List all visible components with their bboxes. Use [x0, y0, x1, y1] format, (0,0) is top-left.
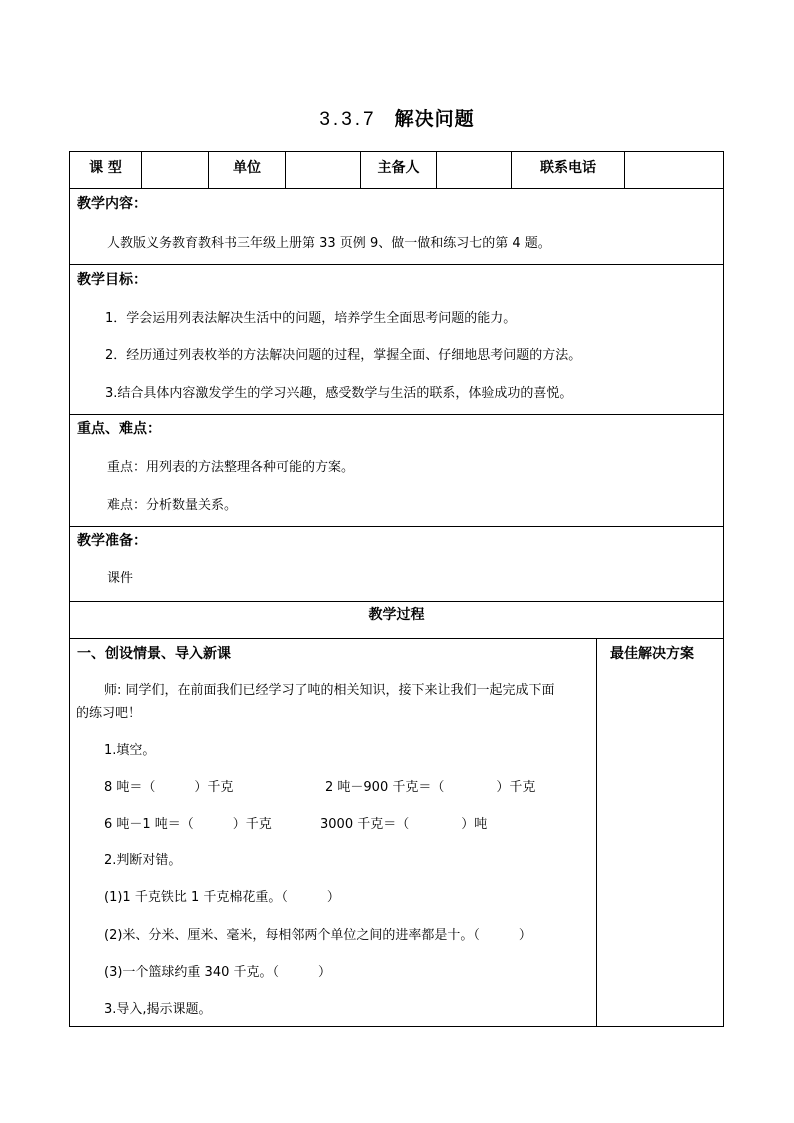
- fill-item: 6 吨－1 吨＝（ ）千克: [104, 817, 272, 832]
- section1-heading: 一、创设情景、导入新课: [77, 646, 231, 662]
- phone-value[interactable]: [625, 152, 723, 188]
- unit-label: 单位: [209, 152, 286, 188]
- lesson-number: 3.3.7: [319, 109, 377, 130]
- goal-item: 3.结合具体内容激发学生的学习兴趣，感受数学与生活的联系，体验成功的喜悦。: [105, 386, 573, 401]
- fill-heading: 1.填空。: [104, 743, 156, 758]
- process-heading: 教学过程: [70, 602, 723, 639]
- keypoints-heading: 重点、难点：: [77, 421, 161, 437]
- type-value[interactable]: [142, 152, 209, 188]
- process-right-cell: [597, 639, 723, 1026]
- goal-item: 2．经历通过列表枚举的方法解决问题的过程，掌握全面、仔细地思考问题的方法。: [105, 348, 582, 363]
- goals-section: [70, 265, 723, 415]
- process-left-cell: [70, 639, 597, 1026]
- goal-item: 1．学会运用列表法解决生活中的问题，培养学生全面思考问题的能力。: [105, 311, 517, 326]
- info-row: [70, 152, 723, 189]
- intro-end: 3.导入,揭示课题。: [104, 1002, 212, 1017]
- best-solution-heading: 最佳解决方案: [610, 646, 694, 662]
- keypoints-section: [70, 415, 723, 527]
- prep-heading: 教学准备：: [77, 533, 147, 549]
- prep-section: [70, 527, 723, 602]
- type-label: 课 型: [70, 152, 142, 188]
- content-section: [70, 189, 723, 265]
- prep-text: 课件: [107, 571, 134, 586]
- preparer-value[interactable]: [437, 152, 512, 188]
- judge-item: (3)一个篮球约重 340 千克。（ ）: [104, 965, 331, 980]
- content-text: 人教版义务教育教科书三年级上册第 33 页例 9、做一做和练习七的第 4 题。: [107, 236, 551, 251]
- goals-heading: 教学目标：: [77, 272, 147, 288]
- judge-heading: 2.判断对错。: [104, 853, 182, 868]
- intro-line-2: 的练习吧！: [76, 706, 142, 721]
- phone-label: 联系电话: [512, 152, 625, 188]
- content-heading: 教学内容：: [77, 196, 147, 212]
- process-main-row: [70, 639, 723, 1026]
- page-title: [0, 104, 794, 131]
- lesson-plan-table: [69, 151, 724, 1027]
- judge-item: (1)1 千克铁比 1 千克棉花重。（ ）: [104, 890, 340, 905]
- key-point-text: 重点：用列表的方法整理各种可能的方案。: [107, 460, 355, 475]
- lesson-title: 解决问题: [394, 108, 475, 130]
- fill-item: 3000 千克＝（ ）吨: [320, 817, 488, 832]
- preparer-label: 主备人: [361, 152, 437, 188]
- judge-item: (2)米、分米、厘米、毫米，每相邻两个单位之间的进率都是十。（ ）: [104, 928, 532, 943]
- difficult-point-text: 难点：分析数量关系。: [107, 498, 238, 513]
- fill-item: 8 吨＝（ ）千克: [104, 780, 234, 795]
- fill-item: 2 吨－900 千克＝（ ）千克: [325, 780, 536, 795]
- intro-line-1: 师: 同学们，在前面我们已经学习了吨的相关知识，接下来让我们一起完成下面: [104, 683, 555, 698]
- unit-value[interactable]: [286, 152, 361, 188]
